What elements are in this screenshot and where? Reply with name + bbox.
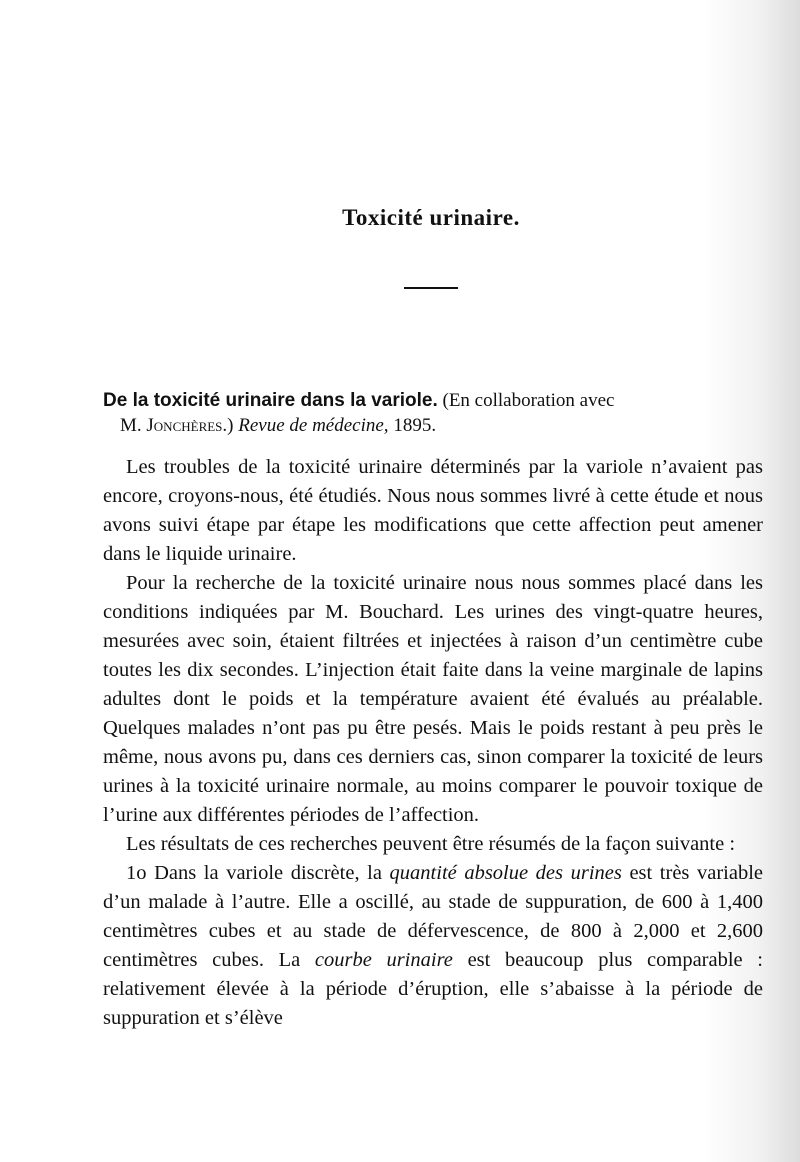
entry-journal: Revue de médecine,	[238, 415, 389, 436]
entry-collaboration: (En collaboration avec	[442, 390, 615, 411]
paragraph-4-text-b: est très variable d’un malade à l’autre. Elle a oscillé, au stade de suppuration, de 600 à 1,400 centimètres cubes et au stade de défervescence, de 800 à 2,000 et 2,600 centimètres cubes. La	[103, 862, 763, 971]
paragraph-4-emphasis-1: quantité absolue des urines	[389, 862, 622, 884]
paragraph-4	[103, 859, 763, 1033]
paragraph-3: Les résultats de ces recherches peuvent être résumés de la façon suivante :	[126, 833, 736, 855]
paragraph-4-text-c: est beaucoup plus comparable : relativement élevée à la période d’éruption, elle s’abaisse à la période de suppuration et s’élève	[103, 949, 763, 1029]
paragraph-4-text-a: Dans la variole discrète, la	[154, 862, 382, 884]
paragraph-2: Pour la recherche de la toxicité urinaire nous nous sommes placé dans les conditions indiquées par M. Bouchard. Les urines des vingt-quatre heures, mesurées avec soin, étaient filtrées et injectées à raison d’un centimètre cube toutes les dix secondes. L’injection était faite dans la veine marginale de lapins adultes dont le poids et la température avaient été évalués au préalable. Quelques malades n’ont pas pu être pesés. Mais le poids restant à peu près le même, nous avons pu, dans ces derniers cas, sinon comparer la toxicité de leurs urines à la toxicité urinaire normale, au moins comparer le pouvoir toxique de l’urine aux différentes périodes de l’affection.	[103, 572, 763, 826]
paragraph-1: Les troubles de la toxicité urinaire déterminés par la variole n’avaient pas encore, croyons-nous, été étudiés. Nous nous sommes livré à cette étude et nous avons suivi étape par étape les modifications que cette affection peut amener dans le liquide urinaire.	[103, 456, 763, 565]
item-number: 1o	[126, 862, 147, 884]
entry-heading	[103, 388, 763, 438]
article-body	[103, 388, 763, 1033]
title-rule-divider	[404, 287, 458, 289]
paragraph-4-emphasis-2: courbe urinaire	[314, 949, 453, 971]
entry-coauthor: M. Jonchères.)	[120, 415, 234, 436]
page-title: Toxicité urinaire.	[342, 205, 520, 230]
entry-title: De la toxicité urinaire dans la variole.	[103, 390, 438, 411]
entry-citation-line	[103, 413, 763, 438]
entry-year: 1895.	[393, 415, 437, 436]
